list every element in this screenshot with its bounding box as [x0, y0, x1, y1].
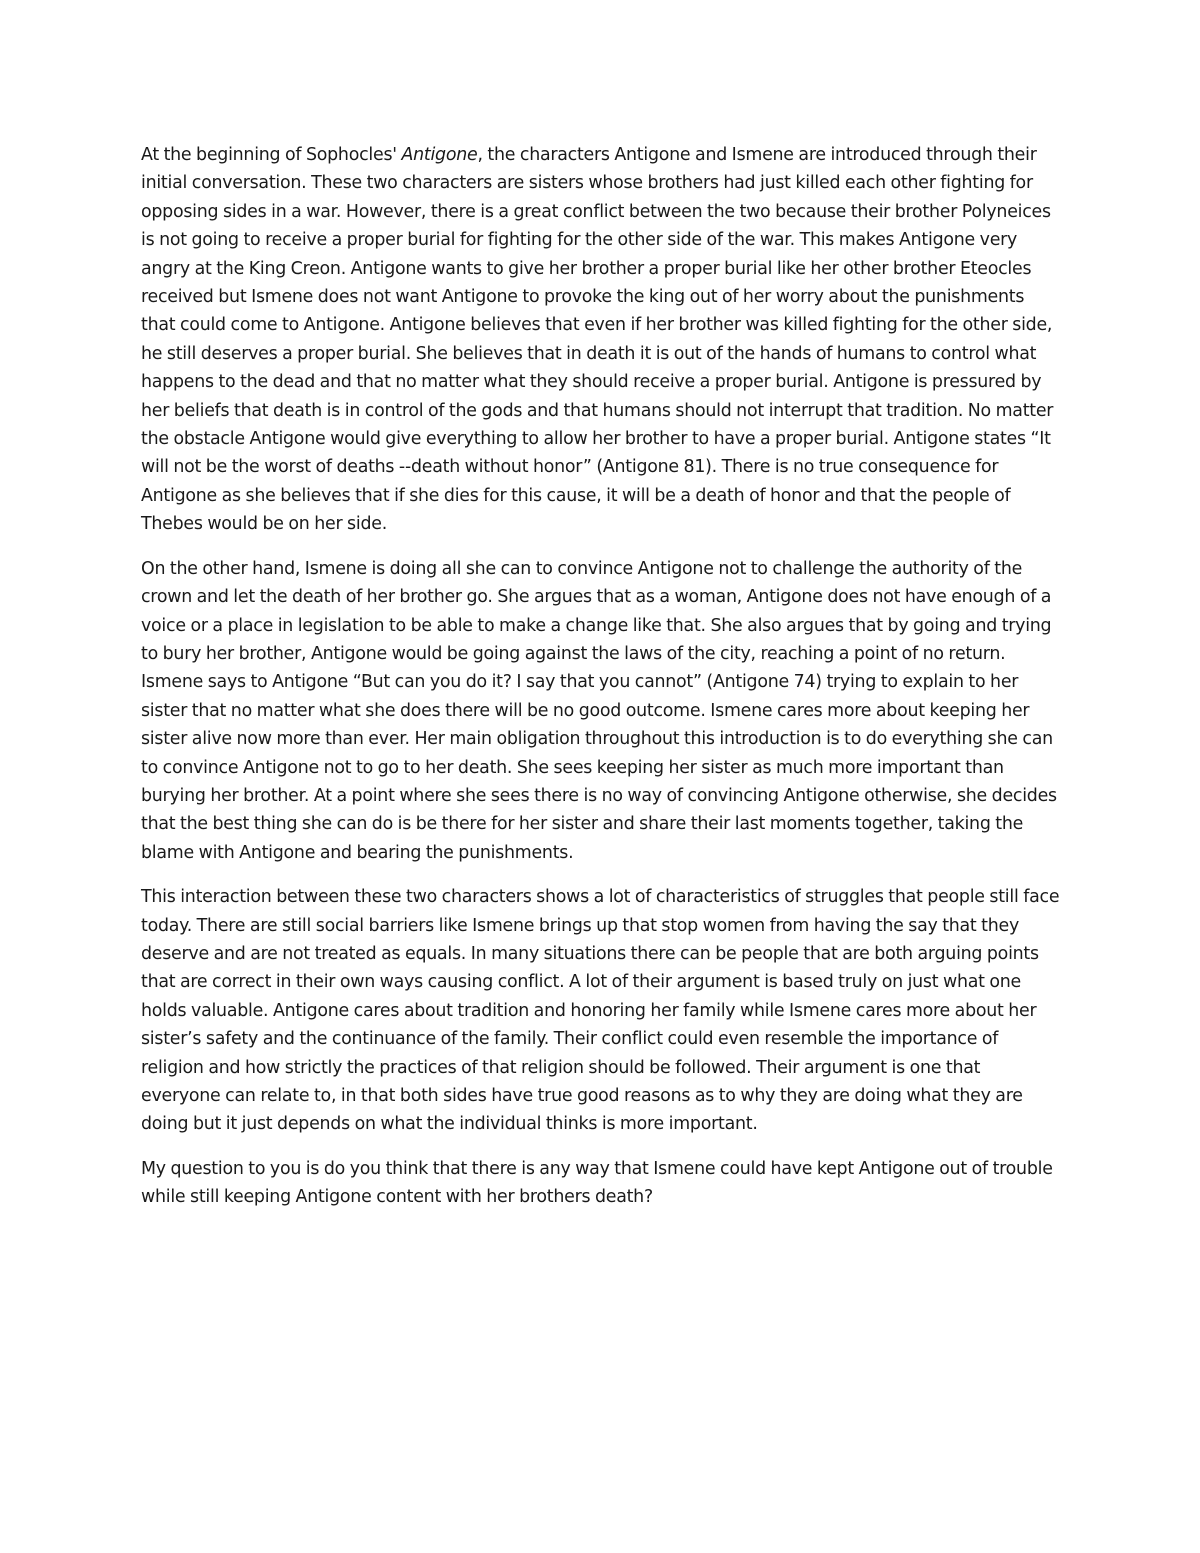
paragraph-4: My question to you is do you think that there is any way that Ismene could have kept Antigone out of trouble while still keeping Antigone content with her brothers death?	[141, 1158, 1053, 1208]
document-body	[141, 141, 1063, 1228]
play-title: Antigone	[401, 145, 478, 165]
paragraph-1	[141, 141, 1063, 539]
paragraph-1-rest: , the characters Antigone and Ismene are introduced through their initial conversation. These two characters are sisters whose brothers had just killed each other fighting for opposing sides in a war. However, there is a great conflict between the two because their brother Polyneices is not going to receive a proper burial for fighting for the other side of the war. This makes Antigone very angry at the King Creon. Antigone wants to give her brother a proper burial like her other brother Eteocles received but Ismene does not want Antigone to provoke the king out of her worry about the punishments that could come to Antigone. Antigone believes that even if her brother was killed fighting for the other side, he still deserves a proper burial. She believes that in death it is out of the hands of humans to control what happens to the dead and that no matter what they should receive a proper burial. Antigone is pressured by her beliefs that death is in control of the gods and that humans should not interrupt that tradition. No matter the obstacle Antigone would give everything to allow her brother to have a proper burial. Antigone states “It will not be the worst of deaths --death without honor” (Antigone 81). There is no true consequence for Antigone as she believes that if she dies for this cause, it will be a death of honor and that the people of Thebes would be on her side.	[141, 145, 1054, 535]
paragraph-2: On the other hand, Ismene is doing all she can to convince Antigone not to challenge the authority of the crown and let the death of her brother go. She argues that as a woman, Antigone does not have enough of a voice or a place in legislation to be able to make a change like that. She also argues that by going and trying to bury her brother, Antigone would be going against the laws of the city, reaching a point of no return. Ismene says to Antigone “But can you do it? I say that you cannot” (Antigone 74) trying to explain to her sister that no matter what she does there will be no good outcome. Ismene cares more about keeping her sister alive now more than ever. Her main obligation throughout this introduction is to do everything she can to convince Antigone not to go to her death. She sees keeping her sister as much more important than burying her brother. At a point where she sees there is no way of convincing Antigone otherwise, she decides that the best thing she can do is be there for her sister and share their last moments together, taking the blame with Antigone and bearing the punishments.	[141, 558, 1057, 863]
paragraph-1-intro: At the beginning of Sophocles'	[141, 145, 402, 165]
paragraph-3: This interaction between these two characters shows a lot of characteristics of struggles that people still face today. There are still social barriers like Ismene brings up that stop women from having the say that they deserve and are not treated as equals. In many situations there can be people that are both arguing points that are correct in their own ways causing conflict. A lot of their argument is based truly on just what one holds valuable. Antigone cares about tradition and honoring her family while Ismene cares more about her sister’s safety and the continuance of the family. Their conflict could even resemble the importance of religion and how strictly the practices of that religion should be followed. Their argument is one that everyone can relate to, in that both sides have true good reasons as to why they are doing what they are doing but it just depends on what the individual thinks is more important.	[141, 887, 1060, 1135]
